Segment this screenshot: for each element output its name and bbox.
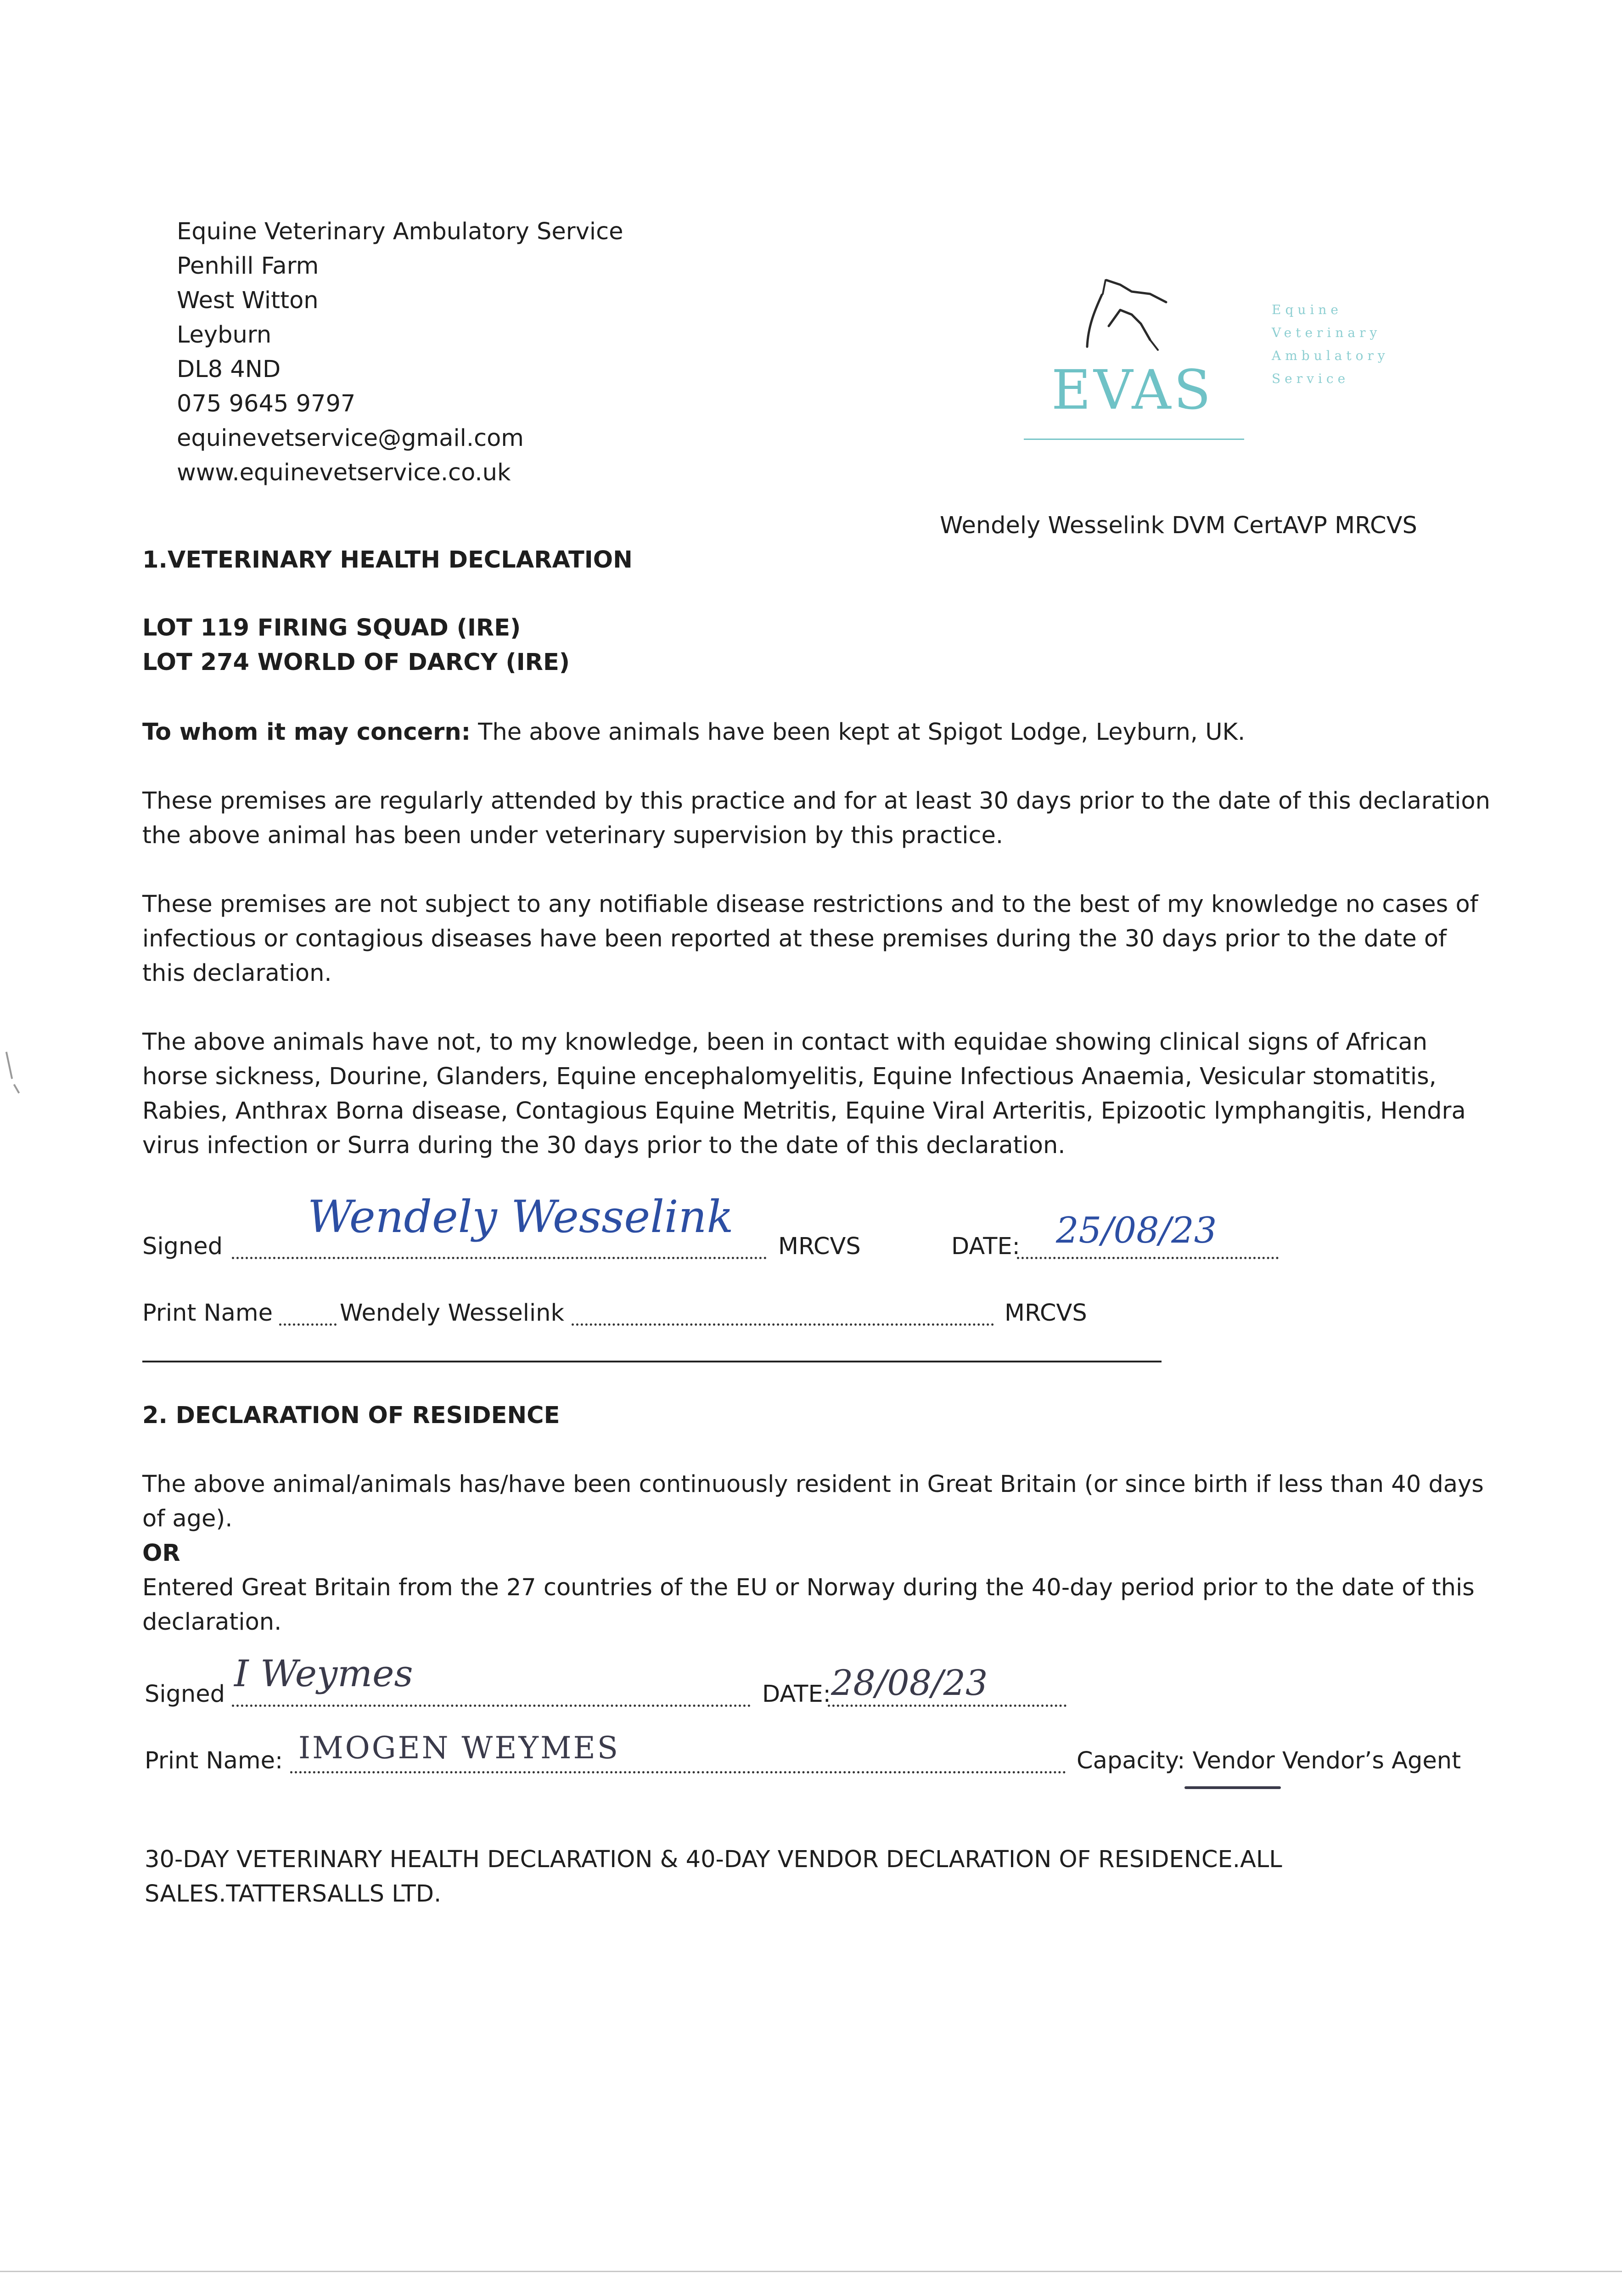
vendor-capacity [1077, 1744, 1461, 1778]
dotted-line [1017, 1257, 1279, 1259]
lot-list [142, 611, 570, 680]
logo-words [1272, 298, 1389, 390]
vet-signed-suffix: MRCVS [778, 1233, 861, 1260]
scan-mark [13, 1084, 20, 1093]
intro-line [142, 715, 1245, 749]
vendor-signed-label: Signed [145, 1681, 225, 1708]
logo-word: Equine [1272, 302, 1342, 317]
vet-print-name-value: Wendely Wesselink [340, 1300, 564, 1327]
address-line: www.equinevetservice.co.uk [177, 459, 511, 486]
lot-item: LOT 274 WORLD OF DARCY (IRE) [142, 649, 570, 676]
intro-label: To whom it may concern: [142, 719, 471, 746]
capacity-option-vendors-agent: Vendor’s Agent [1282, 1747, 1461, 1774]
vendor-date-label: DATE: [762, 1681, 831, 1708]
address-line: Leyburn [177, 321, 272, 349]
section-divider [142, 1361, 1162, 1362]
horse-head-icon [1051, 266, 1217, 372]
intro-text: The above animals have been kept at Spigot Lodge, Leyburn, UK. [471, 719, 1246, 746]
dotted-line [279, 1323, 337, 1326]
vendor-date-value: 28/08/23 [831, 1662, 988, 1703]
section2-heading: 2. DECLARATION OF RESIDENCE [142, 1402, 560, 1429]
scan-edge-line [0, 2271, 1622, 2272]
logo-underline [1024, 439, 1244, 440]
vendor-signature: I Weymes [234, 1652, 413, 1695]
contact-paragraph: The above animals have not, to my knowledge, been in contact with equidae showing clinical signs of African horse sickness, Dourine, Glanders, Equine encephalomyelitis, Equine Infectious Anaemia, Vesicular stomatitis, Rabies, Anthrax Borna disease, Contagious Equine Metritis, Equine Viral Arteritis, Epizootic lymphangitis, Hendra virus infection or Surra during the 30 days prior to the date of this declaration. [142, 1029, 1466, 1159]
address-line: 075 9645 9797 [177, 390, 356, 417]
practice-address [177, 214, 623, 490]
vet-print-name-label: Print Name [142, 1300, 273, 1327]
vendor-print-name-value: IMOGEN WEYMES [298, 1730, 620, 1766]
vet-credentials: Wendely Wesselink DVM CertAVP MRCVS [940, 512, 1417, 539]
vet-signed-label: Signed [142, 1233, 223, 1260]
logo-word: Ambulatory [1272, 348, 1389, 363]
vet-signature: Wendely Wesselink [308, 1191, 734, 1243]
vendor-print-name-label: Print Name: [145, 1747, 283, 1774]
entry-paragraph: Entered Great Britain from the 27 countries of the EU or Norway during the 40-day period prior to the date of this declaration. [142, 1574, 1475, 1636]
capacity-label: Capacity: [1077, 1747, 1185, 1774]
address-line: Penhill Farm [177, 253, 319, 280]
practice-logo [1015, 266, 1405, 450]
address-line: Equine Veterinary Ambulatory Service [177, 218, 623, 245]
vet-date-label: DATE: [951, 1233, 1020, 1260]
or-label: OR [142, 1540, 180, 1567]
vet-date-value: 25/08/23 [1056, 1210, 1217, 1251]
supervision-paragraph: These premises are regularly attended by this practice and for at least 30 days prior to the date of this declaration the above animal has been under veterinary supervision by this practice. [142, 788, 1490, 849]
residence-paragraph: The above animal/animals has/have been continuously resident in Great Britain (or since birth if less than 40 days of age). [142, 1471, 1484, 1532]
vet-print-name-suffix: MRCVS [1005, 1300, 1087, 1327]
scan-mark [6, 1052, 13, 1079]
dotted-line [232, 1705, 751, 1707]
disease-restrictions-paragraph: These premises are not subject to any notifiable disease restrictions and to the best of my knowledge no cases of infectious or contagious diseases have been reported at these premises during the 30 days prior to the date of this declaration. [142, 891, 1478, 987]
address-line: equinevetservice@gmail.com [177, 425, 524, 452]
capacity-option-vendor: Vendor [1192, 1747, 1275, 1774]
address-line: West Witton [177, 287, 319, 314]
dotted-line [232, 1257, 767, 1259]
section1-heading: 1.VETERINARY HEALTH DECLARATION [142, 546, 633, 574]
capacity-selection-mark [1184, 1786, 1281, 1789]
logo-letters: EVAS [1051, 358, 1214, 422]
dotted-line [572, 1323, 994, 1326]
dotted-line [290, 1771, 1066, 1773]
address-line: DL8 4ND [177, 356, 281, 383]
lot-item: LOT 119 FIRING SQUAD (IRE) [142, 614, 521, 642]
logo-word: Service [1272, 371, 1350, 386]
footer-text: 30-DAY VETERINARY HEALTH DECLARATION & 40-DAY VENDOR DECLARATION OF RESIDENCE.ALL SALES.TATTERSALLS LTD. [145, 1846, 1282, 1908]
logo-word: Veterinary [1272, 325, 1381, 340]
